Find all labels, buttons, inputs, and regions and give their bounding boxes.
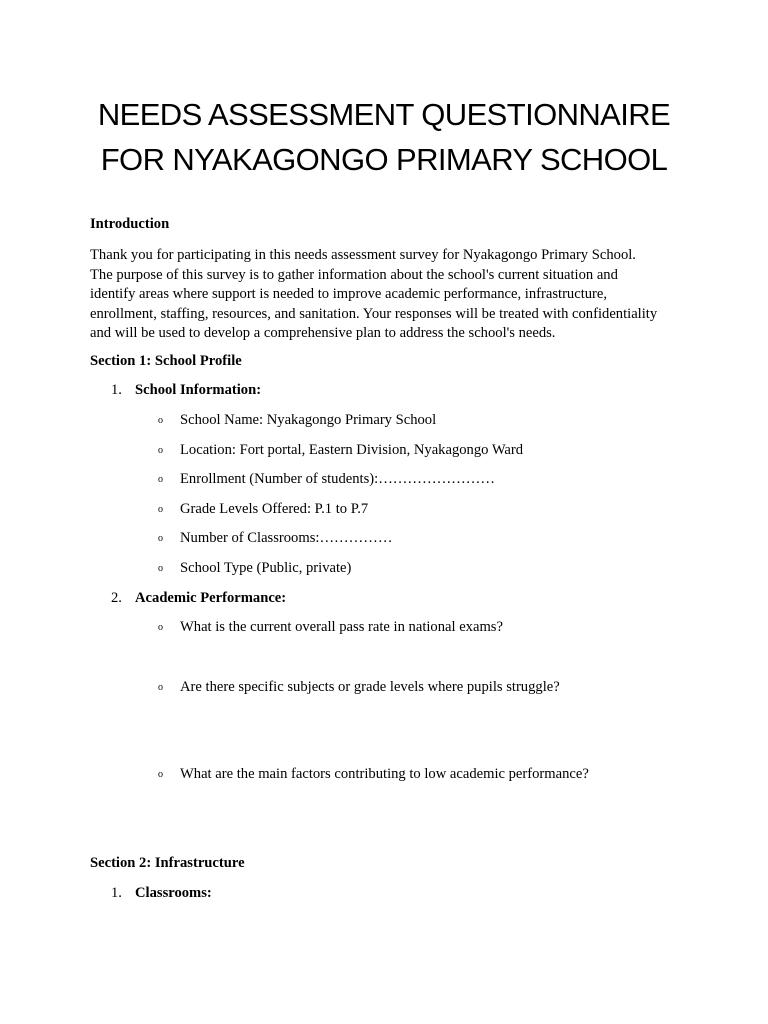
- school-name-item: School Name: Nyakagongo Primary School: [180, 412, 437, 428]
- bullet-marker: o: [158, 504, 163, 515]
- struggle-areas-question: Are there specific subjects or grade levels where pupils struggle?: [180, 679, 560, 695]
- bullet-marker: o: [158, 533, 163, 544]
- introduction-paragraph: [90, 246, 690, 344]
- list-number: 2.: [111, 590, 122, 606]
- section-2-heading: Section 2: Infrastructure: [90, 855, 245, 871]
- grade-levels-item: Grade Levels Offered: P.1 to P.7: [180, 501, 369, 517]
- bullet-marker: o: [158, 474, 163, 485]
- bullet-marker: o: [158, 622, 163, 633]
- document-title-line-1: NEEDS ASSESSMENT QUESTIONNAIRE: [97, 97, 671, 132]
- introduction-line: and will be used to develop a comprehensive plan to address the school's needs.: [90, 325, 556, 342]
- academic-performance-label: Academic Performance:: [135, 590, 287, 606]
- pass-rate-question: What is the current overall pass rate in national exams?: [180, 619, 503, 635]
- bullet-marker: o: [158, 445, 163, 456]
- school-information-label: School Information:: [135, 382, 262, 398]
- classrooms-label: Classrooms:: [135, 885, 212, 901]
- introduction-line: identify areas where support is needed to improve academic performance, infrastructure,: [90, 286, 608, 303]
- introduction-line: Thank you for participating in this needs assessment survey for Nyakagongo Primary School.: [90, 247, 636, 263]
- section-1-heading: Section 1: School Profile: [90, 353, 242, 369]
- enrollment-item: Enrollment (Number of students):……………………: [180, 471, 495, 487]
- location-item: Location: Fort portal, Eastern Division, Nyakagongo Ward: [180, 442, 524, 458]
- introduction-heading: Introduction: [90, 216, 170, 232]
- list-number: 1.: [111, 885, 122, 901]
- introduction-line: The purpose of this survey is to gather information about the school's current situation and: [90, 266, 618, 283]
- bullet-marker: o: [158, 769, 163, 780]
- classrooms-count-item: Number of Classrooms:……………: [180, 530, 393, 546]
- bullet-marker: o: [158, 415, 163, 426]
- bullet-marker: o: [158, 563, 163, 574]
- school-type-item: School Type (Public, private): [180, 560, 352, 576]
- list-number: 1.: [111, 382, 122, 398]
- bullet-marker: o: [158, 682, 163, 693]
- performance-factors-question: What are the main factors contributing to low academic performance?: [180, 766, 589, 782]
- introduction-line: enrollment, staffing, resources, and sanitation. Your responses will be treated with confidentiality: [90, 305, 658, 322]
- document-title-line-2: FOR NYAKAGONGO PRIMARY SCHOOL: [100, 142, 668, 177]
